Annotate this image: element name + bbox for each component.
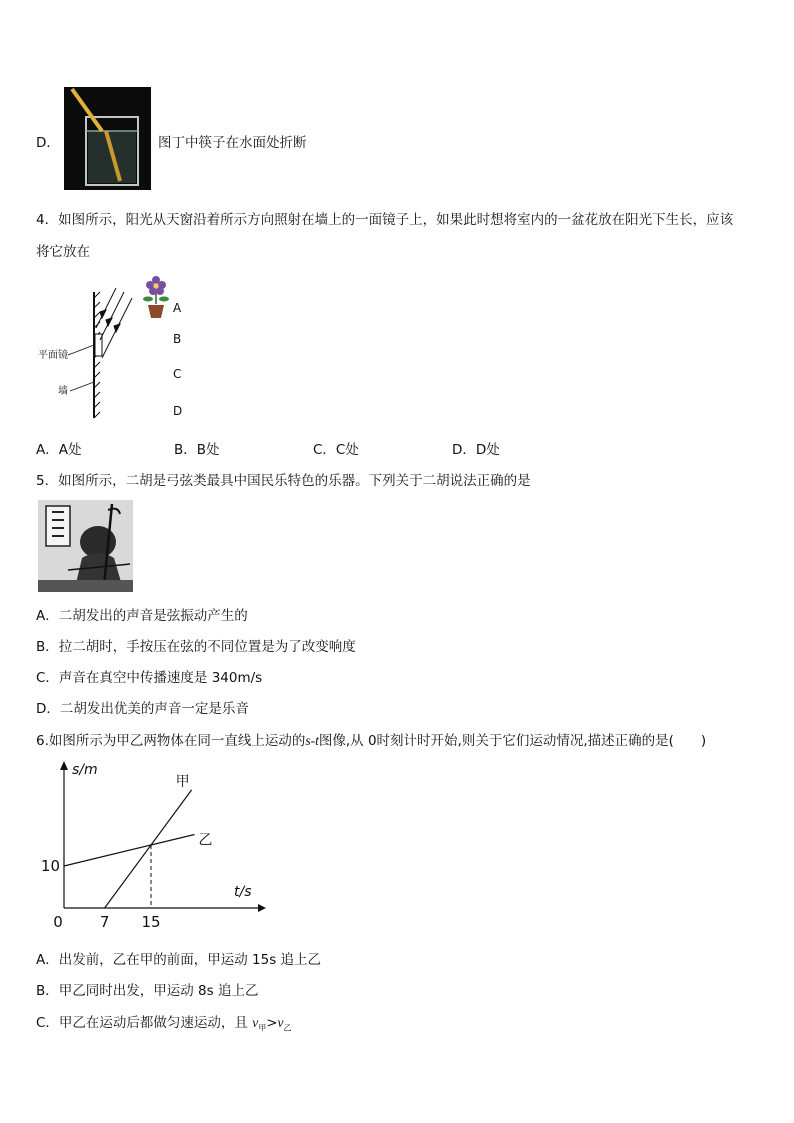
greater-than-sign: > [266,1015,278,1031]
y-tick-label: 10 [40,857,60,875]
st-graph [36,758,276,933]
x-tick-label: 15 [141,913,161,931]
x-axis-arrow [258,904,266,912]
q4-option-d: D．D处 [452,442,500,458]
position-d: D [173,404,183,418]
wall-label: 墙 [58,386,68,397]
y-axis-label: s/m [72,762,98,778]
q6-stem-var: s-t [305,733,319,748]
erhu-player-photo [38,500,133,592]
x-tick-label: 7 [99,913,110,931]
q6-stem-suffix: 图像,从 0时刻计时开始,则关于它们运动情况,描述正确的是( ) [318,733,707,749]
q6-option-a: A．出发前，乙在甲的前面，甲运动 15s 追上乙 [36,952,322,968]
position-b: B [173,332,182,346]
q6-stem [36,729,706,749]
q6-option-c [36,1011,292,1034]
q5-option-b: B．拉二胡时，手按压在弦的不同位置是为了改变响度 [36,639,356,655]
q3-option-d-text: 图丁中筷子在水面处折断 [158,135,307,151]
q4-figure [36,272,206,422]
series-yi-line [64,835,195,867]
y-axis-arrow [60,761,68,770]
v-symbol-2: v [277,1015,284,1030]
q4-option-b: B．B处 [174,442,220,458]
x-axis-label: t/s [234,884,252,900]
flower-pot-icon [143,276,169,318]
q6-option-c-prefix: C．甲乙在运动后都做匀速运动，且 [36,1015,253,1031]
mirror-label: 平面镜 [38,350,68,361]
q4-stem-line2: 将它放在 [36,244,90,260]
q6-stem-prefix: 6.如图所示为甲乙两物体在同一直线上运动的 [36,733,306,749]
q3-option-d-label: D． [36,135,60,151]
series-jia-label: 甲 [175,773,190,790]
v-sub-jia: 甲 [258,1023,267,1033]
v-symbol: v [252,1015,259,1030]
x-tick-label: 0 [53,913,63,931]
position-a: A [173,301,182,315]
q4-option-a: A．A处 [36,442,82,458]
q6-option-b: B．甲乙同时出发，甲运动 8s 追上乙 [36,983,259,999]
series-yi-label: 乙 [198,832,213,849]
position-c: C [173,367,182,381]
q5-option-c: C．声音在真空中传播速度是 340m/s [36,670,263,686]
v-sub-yi: 乙 [283,1023,292,1033]
q4-stem-line1: 4．如图所示，阳光从天窗沿着所示方向照射在墙上的一面镜子上，如果此时想将室内的一盆花放在阳光下生长，应该 [36,212,734,228]
q5-option-d: D．二胡发出优美的声音一定是乐音 [36,701,249,717]
q5-stem: 5．如图所示，二胡是弓弦类最具中国民乐特色的乐器。下列关于二胡说法正确的是 [36,473,531,489]
q4-option-c: C．C处 [313,442,359,458]
chopsticks-in-water-photo [64,87,151,190]
q5-option-a: A．二胡发出的声音是弦振动产生的 [36,608,248,624]
series-jia-line [105,790,192,908]
